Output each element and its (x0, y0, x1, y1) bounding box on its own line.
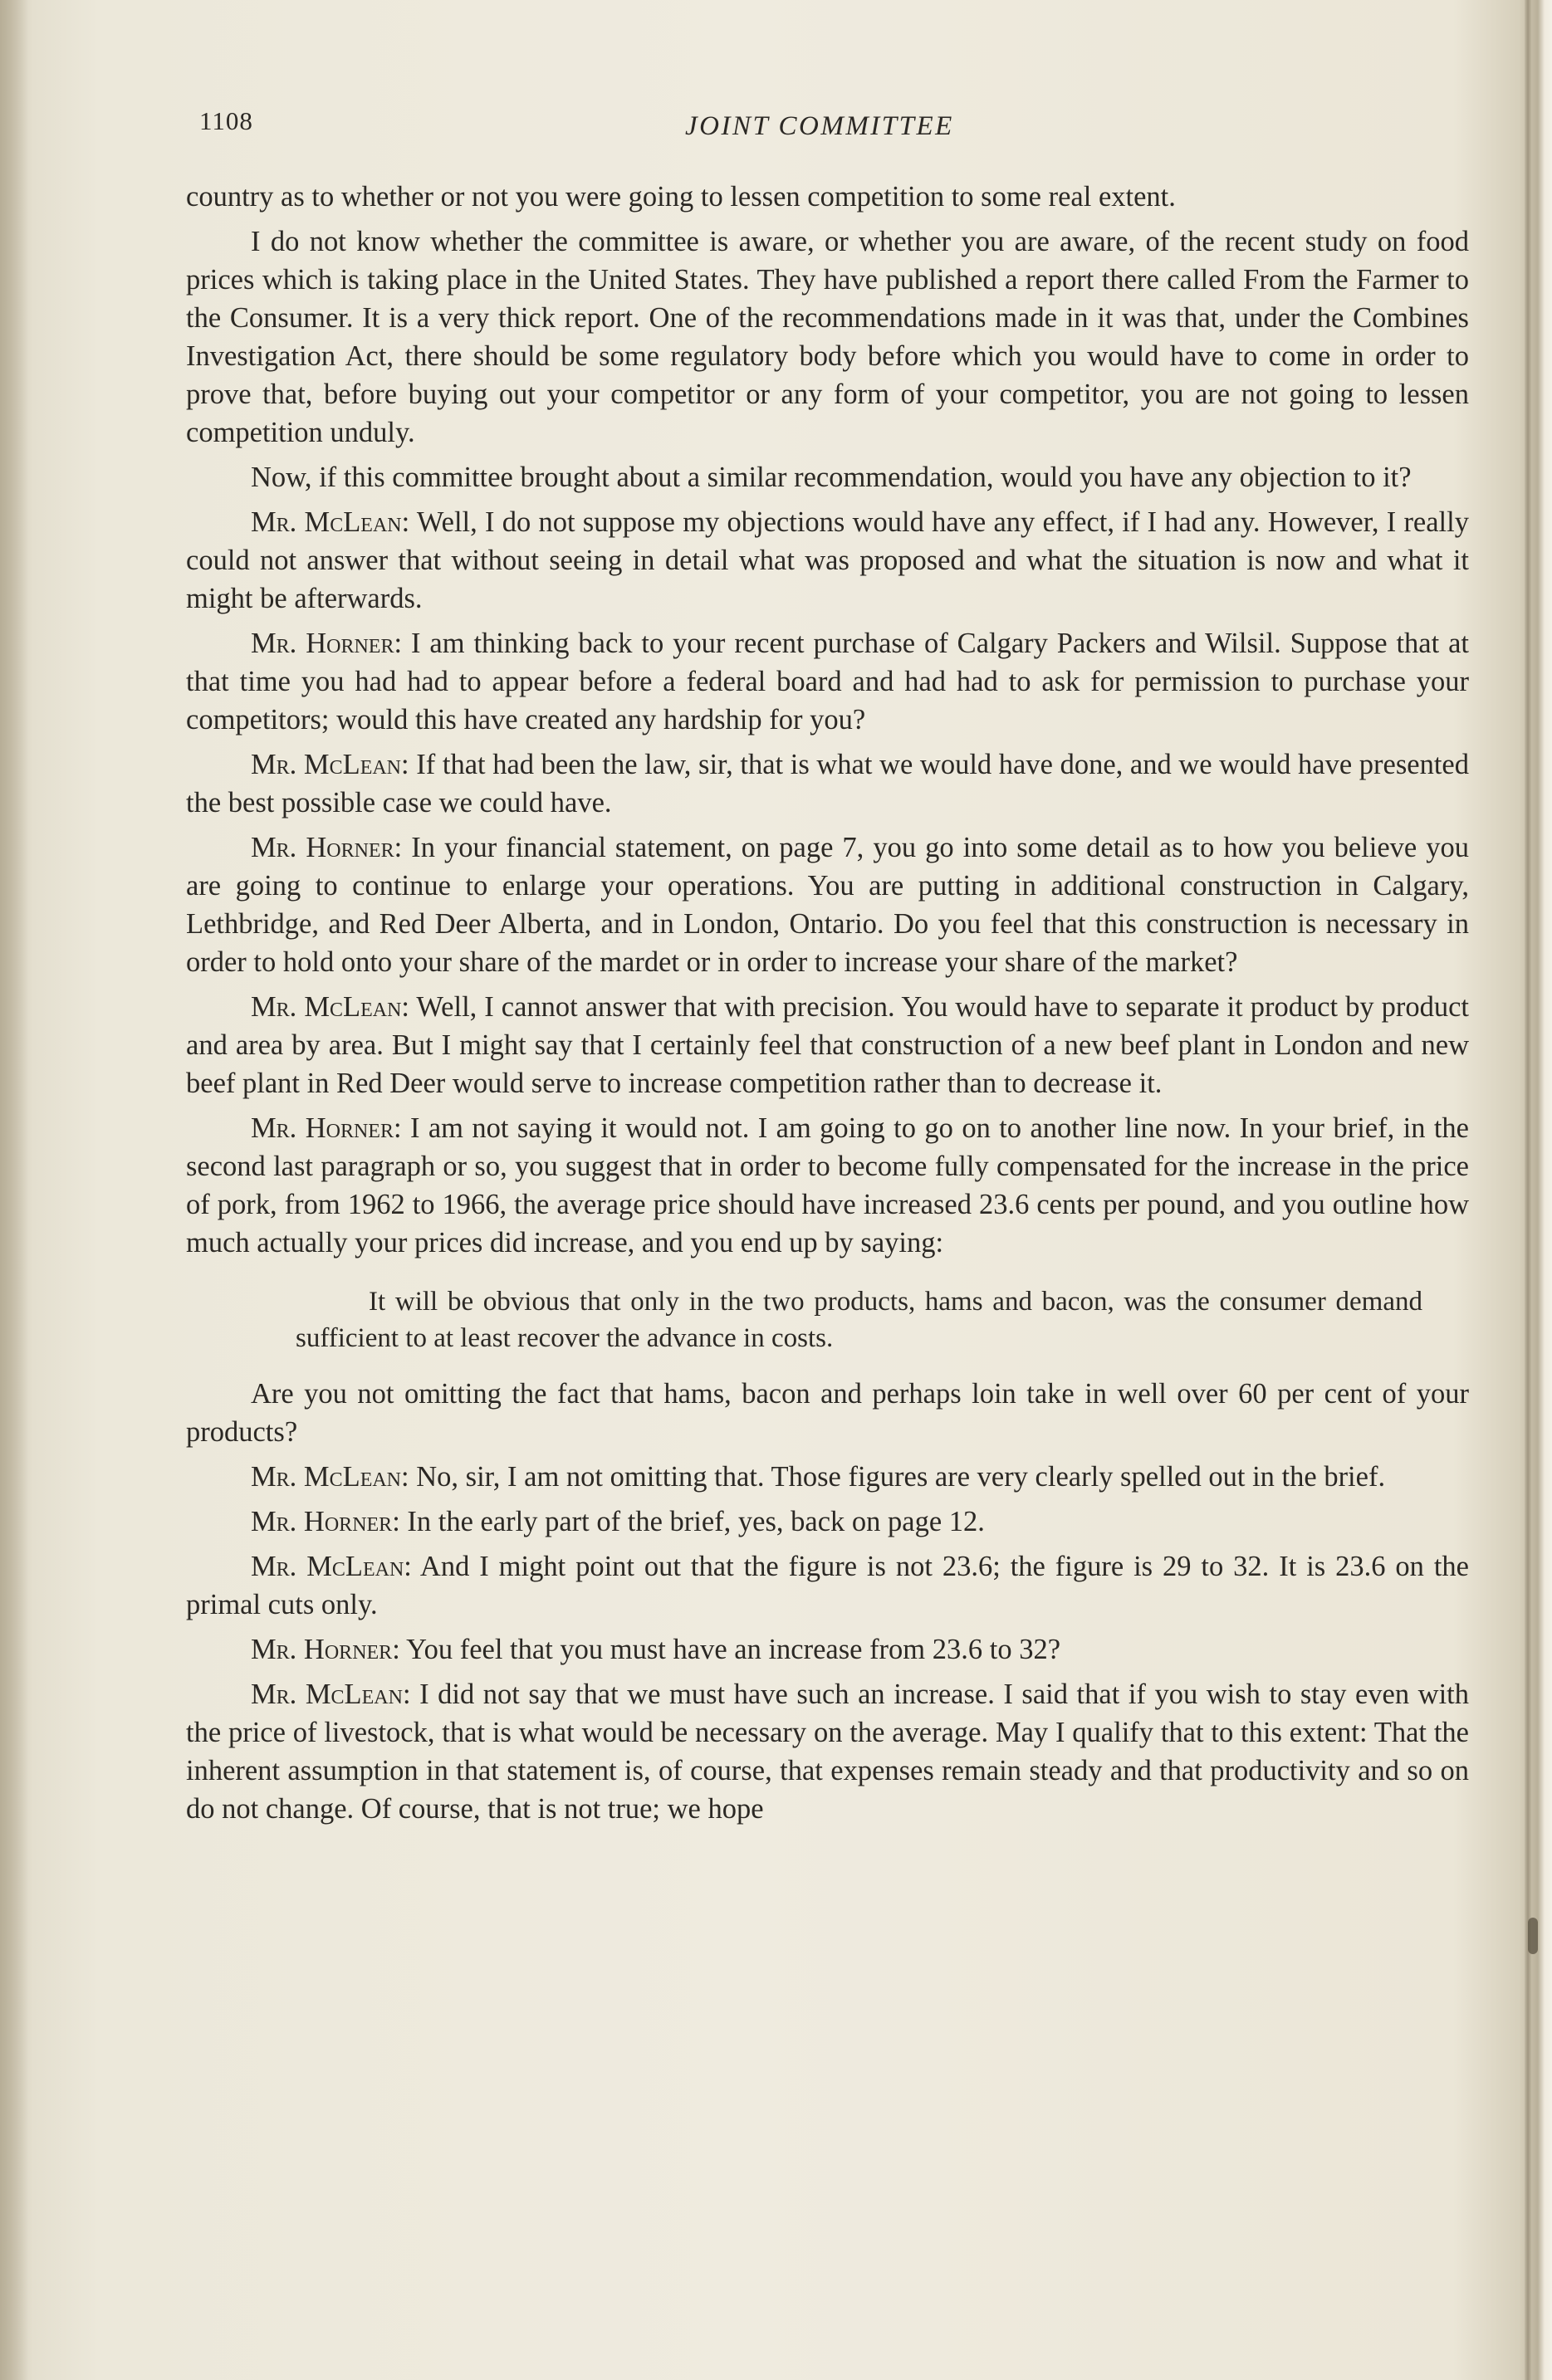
speaker-name: Mr. McLean: (251, 1679, 411, 1710)
paragraph-text: country as to whether or not you were going to lessen competition to some real extent. (186, 181, 1176, 213)
paragraph-text: Are you not omitting the fact that hams, bacon and perhaps loin take in well over 60 per cent of your products? (186, 1378, 1469, 1448)
paragraph-text: Well, I cannot answer that with precision. You would have to separate it product by product and area by area. But I might say that I certainly feel that construction of a new beef plant in London and new beef plant in Red Deer would serve to increase competition rather than to decrease it. (186, 991, 1469, 1099)
paragraph-text: No, sir, I am not omitting that. Those figures are very clearly spelled out in the brief. (416, 1461, 1386, 1493)
paragraph-text: And I might point out that the figure is not 23.6; the figure is 29 to 32. It is 23.6 on the primal cuts only. (186, 1551, 1469, 1620)
paragraph (186, 1547, 1469, 1624)
speaker-name: Mr. Horner: (251, 1634, 400, 1665)
paragraph (186, 1630, 1469, 1669)
speaker-name: Mr. Horner: (251, 628, 403, 659)
speaker-name: Mr. Horner: (251, 1506, 400, 1537)
paragraph (186, 458, 1469, 496)
paragraph (186, 178, 1469, 216)
paragraph (186, 1375, 1469, 1451)
speaker-name: Mr. McLean: (251, 991, 409, 1023)
speaker-name: Mr. McLean: (251, 1461, 409, 1493)
page-header (199, 106, 1478, 148)
page-body (186, 178, 1469, 1835)
paragraph (186, 1503, 1469, 1541)
paragraph-text: In the early part of the brief, yes, back on page 12. (407, 1506, 985, 1537)
speaker-name: Mr. McLean: (251, 749, 409, 780)
speaker-name: Mr. Horner: (251, 1112, 402, 1144)
paragraph-text: Now, if this committee brought about a similar recommendation, would you have any objection to it? (251, 462, 1412, 493)
paragraph (186, 222, 1469, 452)
paragraph-text: You feel that you must have an increase from 23.6 to 32? (406, 1634, 1061, 1665)
paragraph (186, 624, 1469, 739)
speaker-name: Mr. McLean: (251, 1551, 412, 1582)
paragraph-text: If that had been the law, sir, that is what we would have done, and we would have presented the best possible case we could have. (186, 749, 1469, 819)
paragraph-text: I do not know whether the committee is aware, or whether you are aware, of the recent study on food prices which is taking place in the United States. They have published a report there called From the Farmer to the Consumer. It is a very thick report. One of the recommendations made in it was that, under the Combines Investigation Act, there should be some regulatory body before which you would have to come in order to prove that, before buying out your competitor or any form of your competitor, you are not going to lessen competition unduly. (186, 226, 1469, 448)
paragraph (186, 1675, 1469, 1828)
paragraph (186, 988, 1469, 1102)
running-title: JOINT COMMITTEE (685, 111, 954, 141)
paragraph-text: Well, I do not suppose my objections would have any effect, if I had any. However, I really could not answer that without seeing in detail what was proposed and what the situation is now and what it might be afterwards. (186, 506, 1469, 614)
paragraph (186, 828, 1469, 981)
page-number: 1108 (199, 106, 253, 135)
speaker-name: Mr. Horner: (251, 832, 403, 863)
paragraph (186, 1109, 1469, 1262)
block-quote: It will be obvious that only in the two products, hams and bacon, was the consumer demand sufficient to at least recover the advance in costs. (296, 1287, 1422, 1353)
paragraph-text: In your financial statement, on page 7, you go into some detail as to how you believe you are going to continue to enlarge your operations. You are putting in additional construction in Calgary, Lethbridge, and Red Deer Alberta, and in London, Ontario. Do you feel that this construction is necessary in order to hold onto your share of the mardet or in order to increase your share of the market? (186, 832, 1470, 978)
paragraph-text: I am thinking back to your recent purchase of Calgary Packers and Wilsil. Suppose that at that time you had had to appear before a federal board and had had to ask for permission to purchase your competitors; would this have created any hardship for you? (186, 628, 1469, 736)
paragraph-text: I am not saying it would not. I am going to go on to another line now. In your brief, in the second last paragraph or so, you suggest that in order to become fully compensated for the increase in the price of pork, from 1962 to 1966, the average price should have increased 23.6 cents per pound, and you outline how much actually your prices did increase, and you end up by saying: (186, 1112, 1469, 1258)
paragraph (186, 503, 1469, 618)
speaker-name: Mr. McLean: (251, 506, 410, 538)
paragraph (186, 1458, 1469, 1496)
paragraph-text: I did not say that we must have such an increase. I said that if you wish to stay even with the price of livestock, that is what would be necessary on the average. May I qualify that to this extent: That the inherent assumption in that statement is, of course, that expenses remain steady and that productivity and so on do not change. Of course, that is not true; we hope (186, 1679, 1469, 1825)
paragraph (186, 745, 1469, 822)
